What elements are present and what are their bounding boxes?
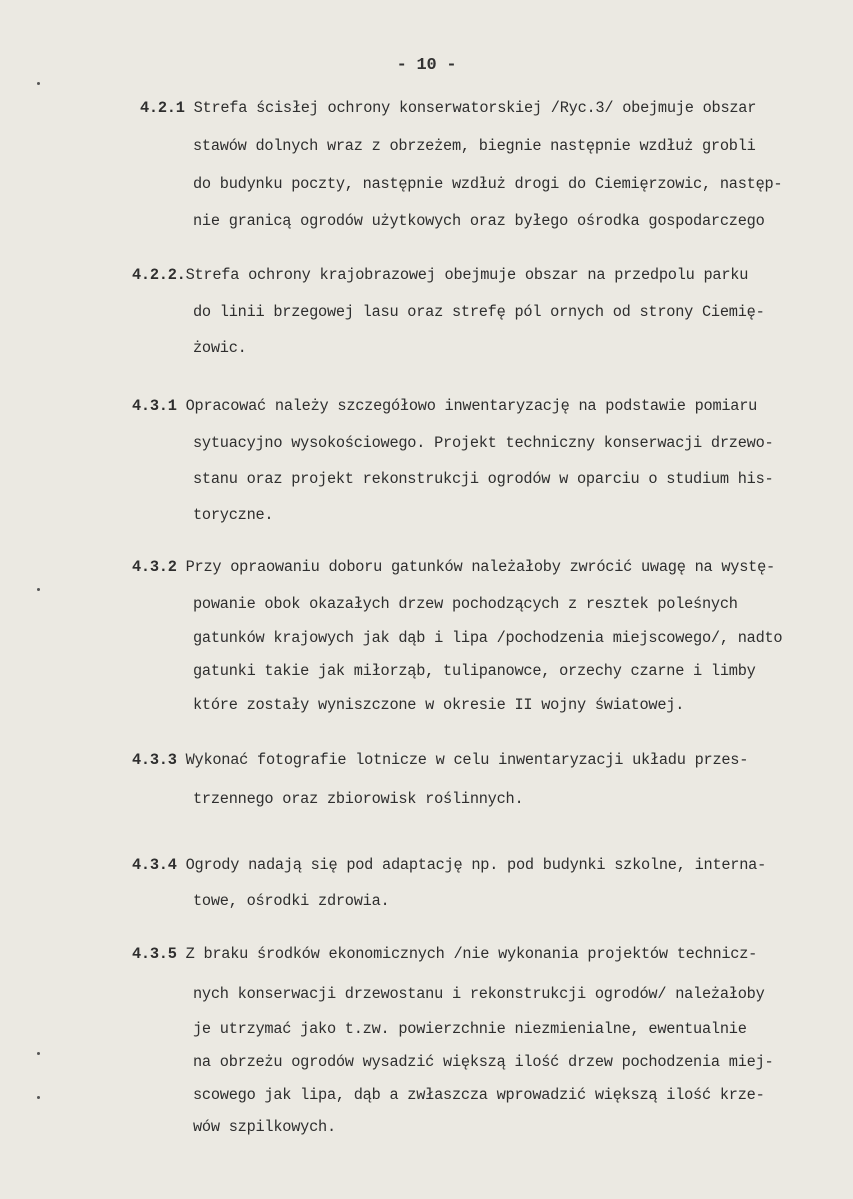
paragraph-line: do linii brzegowej lasu oraz strefę pól ornych od strony Ciemię- [193,303,765,321]
paragraph-line [132,855,766,875]
page-number: - 10 - [396,56,457,75]
section-number: 4.3.5 [132,945,177,963]
line-text: Ogrody nadają się pod adaptację np. pod budynki szkolne, interna- [185,856,767,874]
paragraph-line [132,557,775,577]
margin-speck [37,1096,40,1099]
line-text: Przy opraowaniu doboru gatunków należałoby zwrócić uwagę na wystę- [185,558,775,576]
paragraph-line: które zostały wyniszczone w okresie II wojny światowej. [193,696,685,714]
paragraph-line: gatunki takie jak miłorząb, tulipanowce, orzechy czarne i limby [193,662,756,680]
section-number: 4.3.1 [132,397,177,415]
line-text: Wykonać fotografie lotnicze w celu inwentaryzacji układu przes- [185,751,749,769]
paragraph-line [132,750,748,770]
paragraph-line: je utrzymać jako t.zw. powierzchnie niezmienialne, ewentualnie [193,1020,747,1038]
paragraph-line: żowic. [193,339,247,357]
paragraph-line: nych konserwacji drzewostanu i rekonstrukcji ogrodów/ należałoby [193,985,765,1003]
line-text: Strefa ścisłej ochrony konserwatorskiej /Ryc.3/ obejmuje obszar [193,99,757,117]
paragraph-line: powanie obok okazałych drzew pochodzących z resztek poleśnych [193,595,738,613]
margin-speck [37,588,40,591]
paragraph-line [140,98,756,118]
section-number: 4.3.4 [132,856,177,874]
paragraph-line [132,265,748,285]
paragraph-line: toryczne. [193,506,274,524]
section-number: 4.2.1 [140,99,185,117]
paragraph-line [132,944,757,964]
paragraph-line: gatunków krajowych jak dąb i lipa /pochodzenia miejscowego/, nadto [193,629,783,647]
paragraph-line: sytuacyjno wysokościowego. Projekt techniczny konserwacji drzewo- [193,434,774,452]
paragraph-line [132,396,757,416]
margin-speck [37,82,40,85]
paragraph-line: trzennego oraz zbiorowisk roślinnych. [193,790,524,808]
section-number: 4.3.2 [132,558,177,576]
section-number: 4.2.2. [132,266,186,284]
line-text: Strefa ochrony krajobrazowej obejmuje obszar na przedpolu parku [185,266,749,284]
paragraph-line: do budynku poczty, następnie wzdłuż drogi do Ciemięrzowic, następ- [193,175,783,193]
paragraph-line: scowego jak lipa, dąb a zwłaszcza wprowadzić większą ilość krze- [193,1086,765,1104]
line-text: Z braku środków ekonomicznych /nie wykonania projektów technicz- [185,945,758,963]
paragraph-line: nie granicą ogrodów użytkowych oraz byłego ośrodka gospodarczego [193,212,765,230]
paragraph-line: wów szpilkowych. [193,1118,336,1136]
line-text: Opracować należy szczegółowo inwentaryzację na podstawie pomiaru [185,397,758,415]
paragraph-line: na obrzeżu ogrodów wysadzić większą ilość drzew pochodzenia miej- [193,1053,774,1071]
section-number: 4.3.3 [132,751,177,769]
margin-speck [37,1052,40,1055]
paragraph-line: towe, ośrodki zdrowia. [193,892,390,910]
paragraph-line: stawów dolnych wraz z obrzeżem, biegnie następnie wzdłuż grobli [193,137,756,155]
paragraph-line: stanu oraz projekt rekonstrukcji ogrodów w oparciu o studium his- [193,470,774,488]
